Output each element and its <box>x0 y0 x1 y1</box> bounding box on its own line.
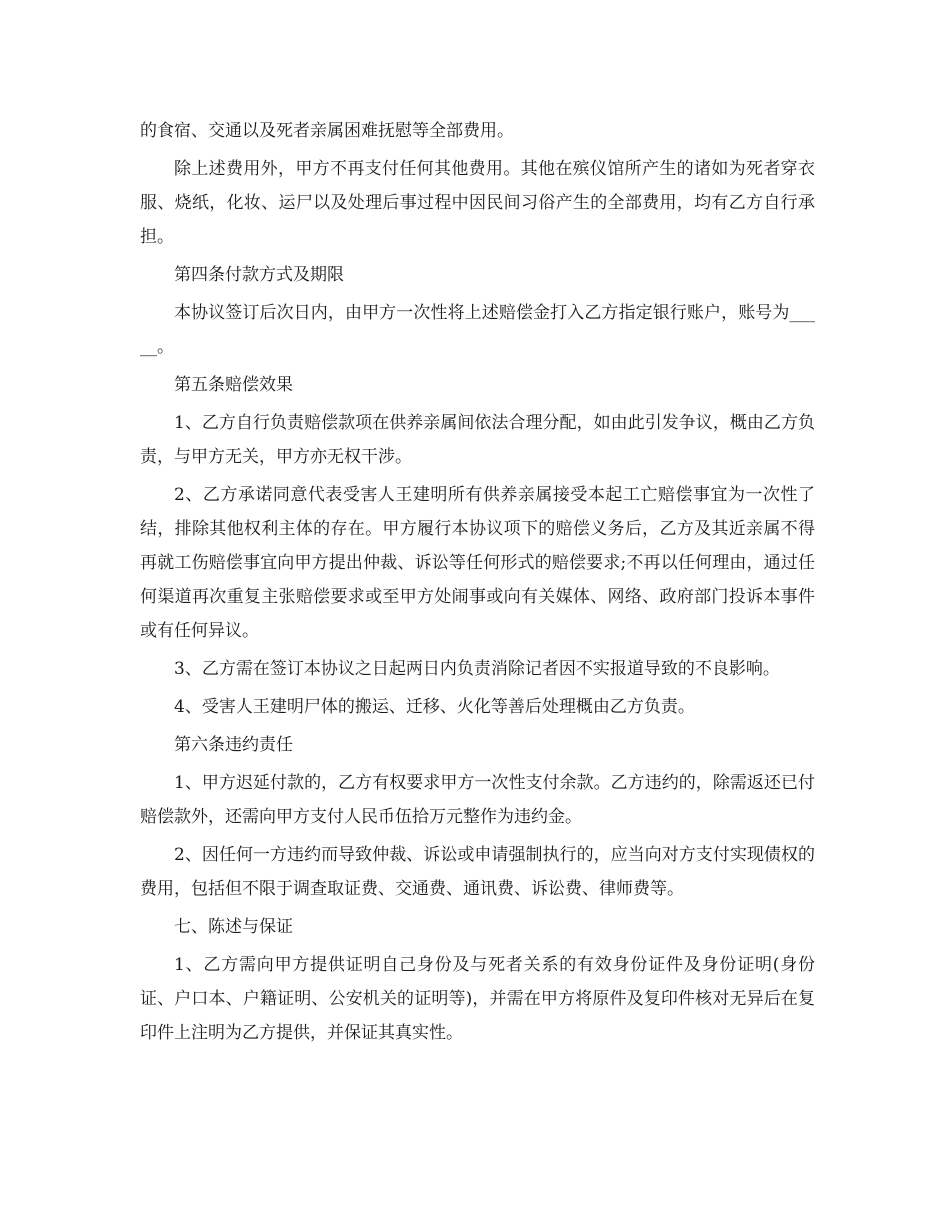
paragraph-continuation: 的食宿、交通以及死者亲属困难抚慰等全部费用。 <box>140 121 514 141</box>
paragraph-clause-5-3: 3、乙方需在签订本协议之日起两日内负责消除记者因不实报道导致的不良影响。 <box>174 659 780 679</box>
section-heading-article-4: 第四条付款方式及期限 <box>174 265 344 285</box>
paragraph-clause-5-1: 1、乙方自行负责赔偿款项在供养亲属间依法合理分配，如由此引发争议，概由乙方负责，与甲方无关，甲方亦无权干涉。 <box>140 413 815 467</box>
section-heading-article-6: 第六条违约责任 <box>174 735 293 755</box>
paragraph-clause-7-1: 1、乙方需向甲方提供证明自己身份及与死者关系的有效身份证件及身份证明(身份证、户口本、户籍证明、公安机关的证明等)，并需在甲方将原件及复印件核对无异后在复印件上注明为乙方提供，并保证其真实性。 <box>140 955 815 1043</box>
paragraph-other-expenses: 除上述费用外，甲方不再支付任何其他费用。其他在殡仪馆所产生的诸如为死者穿衣服、烧纸，化妆、运尸以及处理后事过程中因民间习俗产生的全部费用，均有乙方自行承担。 <box>140 159 815 247</box>
document-page <box>140 114 815 1054</box>
paragraph-clause-5-4: 4、受害人王建明尸体的搬运、迁移、火化等善后处理概由乙方负责。 <box>174 697 695 717</box>
paragraph-clause-5-2: 2、乙方承诺同意代表受害人王建明所有供养亲属接受本起工亡赔偿事宜为一次性了结，排除其他权利主体的存在。甲方履行本协议项下的赔偿义务后，乙方及其近亲属不得再就工伤赔偿事宜向甲方提出仲裁、诉讼等任何形式的赔偿要求;不再以任何理由，通过任何渠道再次重复主张赔偿要求或至甲方处闹事或向有关媒体、网络、政府部门投诉本事件或有任何异议。 <box>140 485 815 641</box>
section-heading-article-5: 第五条赔偿效果 <box>174 375 293 395</box>
paragraph-clause-6-2: 2、因任何一方违约而导致仲裁、诉讼或申请强制执行的，应当向对方支付实现债权的费用，包括但不限于调查取证费、交通费、通讯费、诉讼费、律师费等。 <box>140 845 815 899</box>
paragraph-payment-method: 本协议签订后次日内，由甲方一次性将上述赔偿金打入乙方指定银行账户，账号为_____。 <box>140 303 815 357</box>
section-heading-article-7: 七、陈述与保证 <box>174 917 293 937</box>
paragraph-clause-6-1: 1、甲方迟延付款的，乙方有权要求甲方一次性支付余款。乙方违约的，除需返还已付赔偿款外，还需向甲方支付人民币伍拾万元整作为违约金。 <box>140 773 815 827</box>
